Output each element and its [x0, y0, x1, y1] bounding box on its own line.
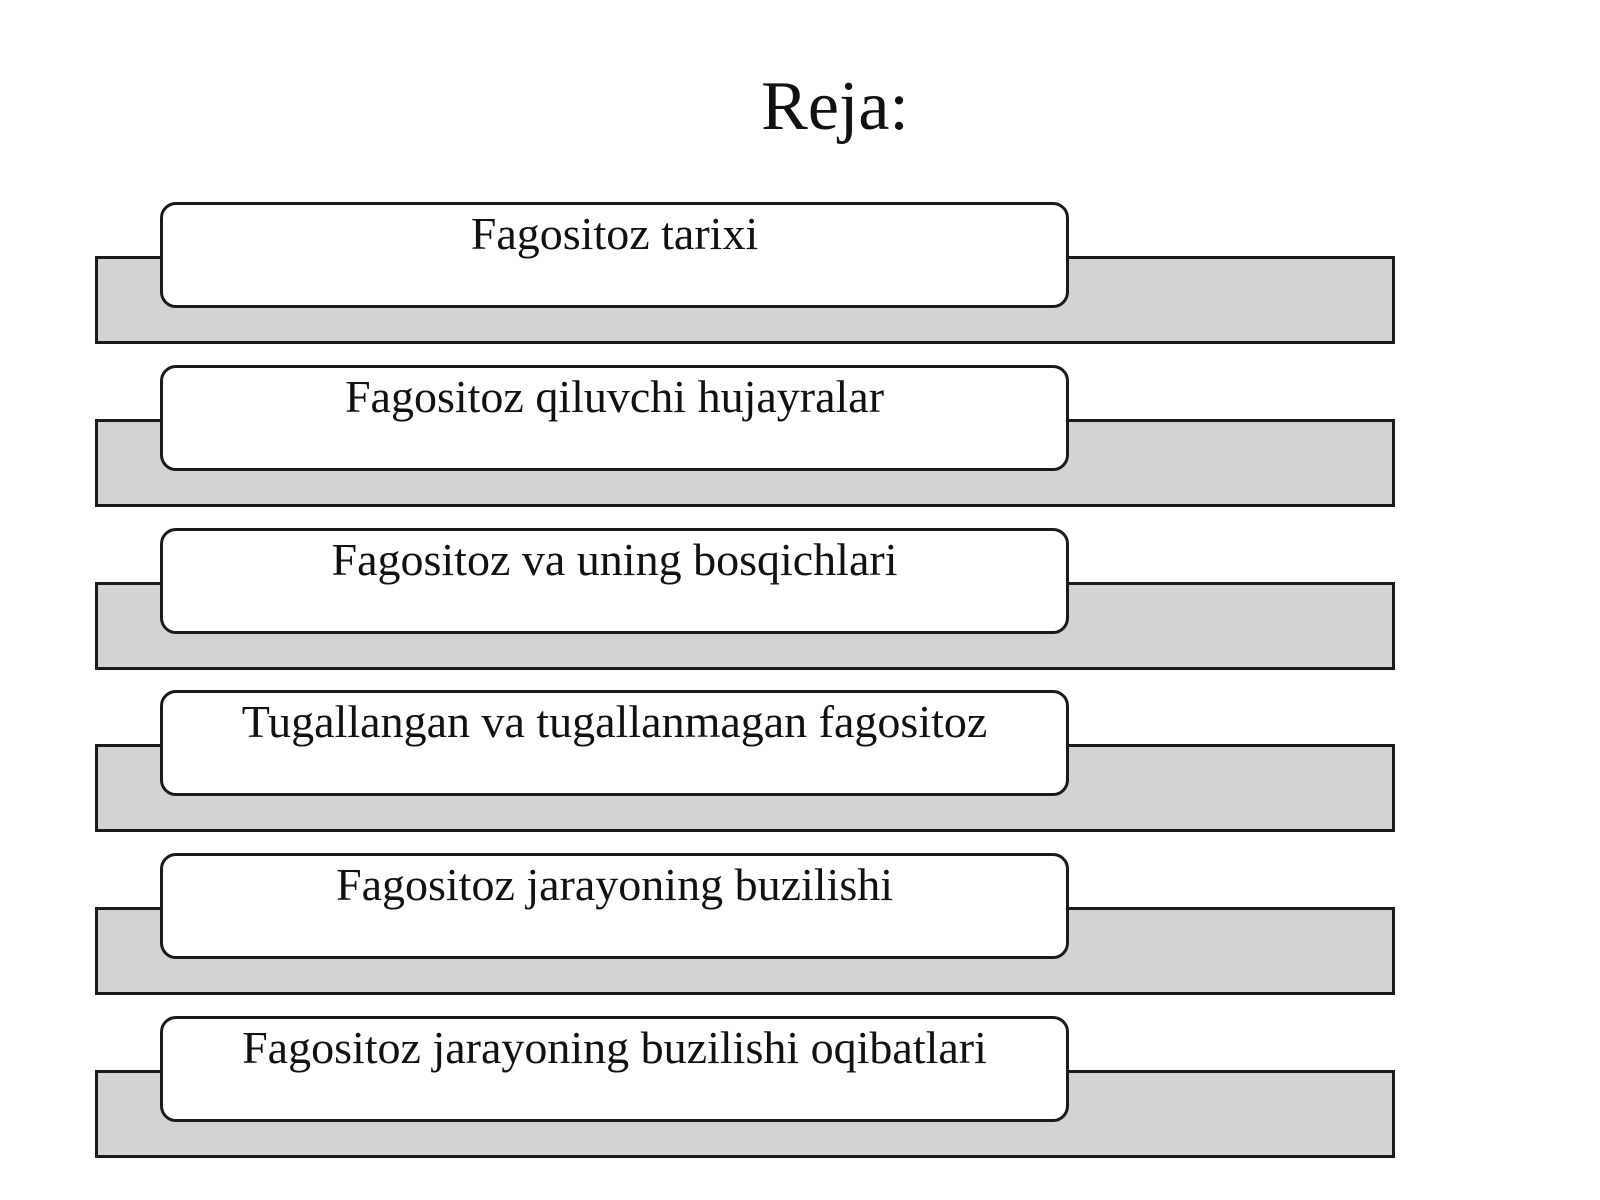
plan-item-box [160, 690, 1069, 796]
plan-item [0, 1016, 1600, 1161]
page-title: Reja: [761, 68, 909, 145]
plan-item [0, 365, 1600, 510]
plan-item [0, 690, 1600, 835]
plan-item-label: Fagositoz jarayoning buzilishi [335, 859, 894, 910]
plan-item-label: Fagositoz tarixi [470, 208, 759, 259]
plan-item [0, 528, 1600, 673]
plan-item-box [160, 1016, 1069, 1122]
plan-item [0, 853, 1600, 998]
plan-item-box [160, 528, 1069, 634]
plan-item-label: Fagositoz va uning bosqichlari [331, 534, 898, 585]
plan-item-box [160, 202, 1069, 308]
plan-item-box [160, 365, 1069, 471]
plan-item-label: Fagositoz qiluvchi hujayralar [344, 371, 885, 422]
plan-item-label: Tugallangan va tugallanmagan fagositoz [241, 696, 988, 747]
plan-item-label: Fagositoz jarayoning buzilishi oqibatlari [242, 1022, 987, 1073]
plan-item [0, 202, 1600, 347]
plan-item-box [160, 853, 1069, 959]
